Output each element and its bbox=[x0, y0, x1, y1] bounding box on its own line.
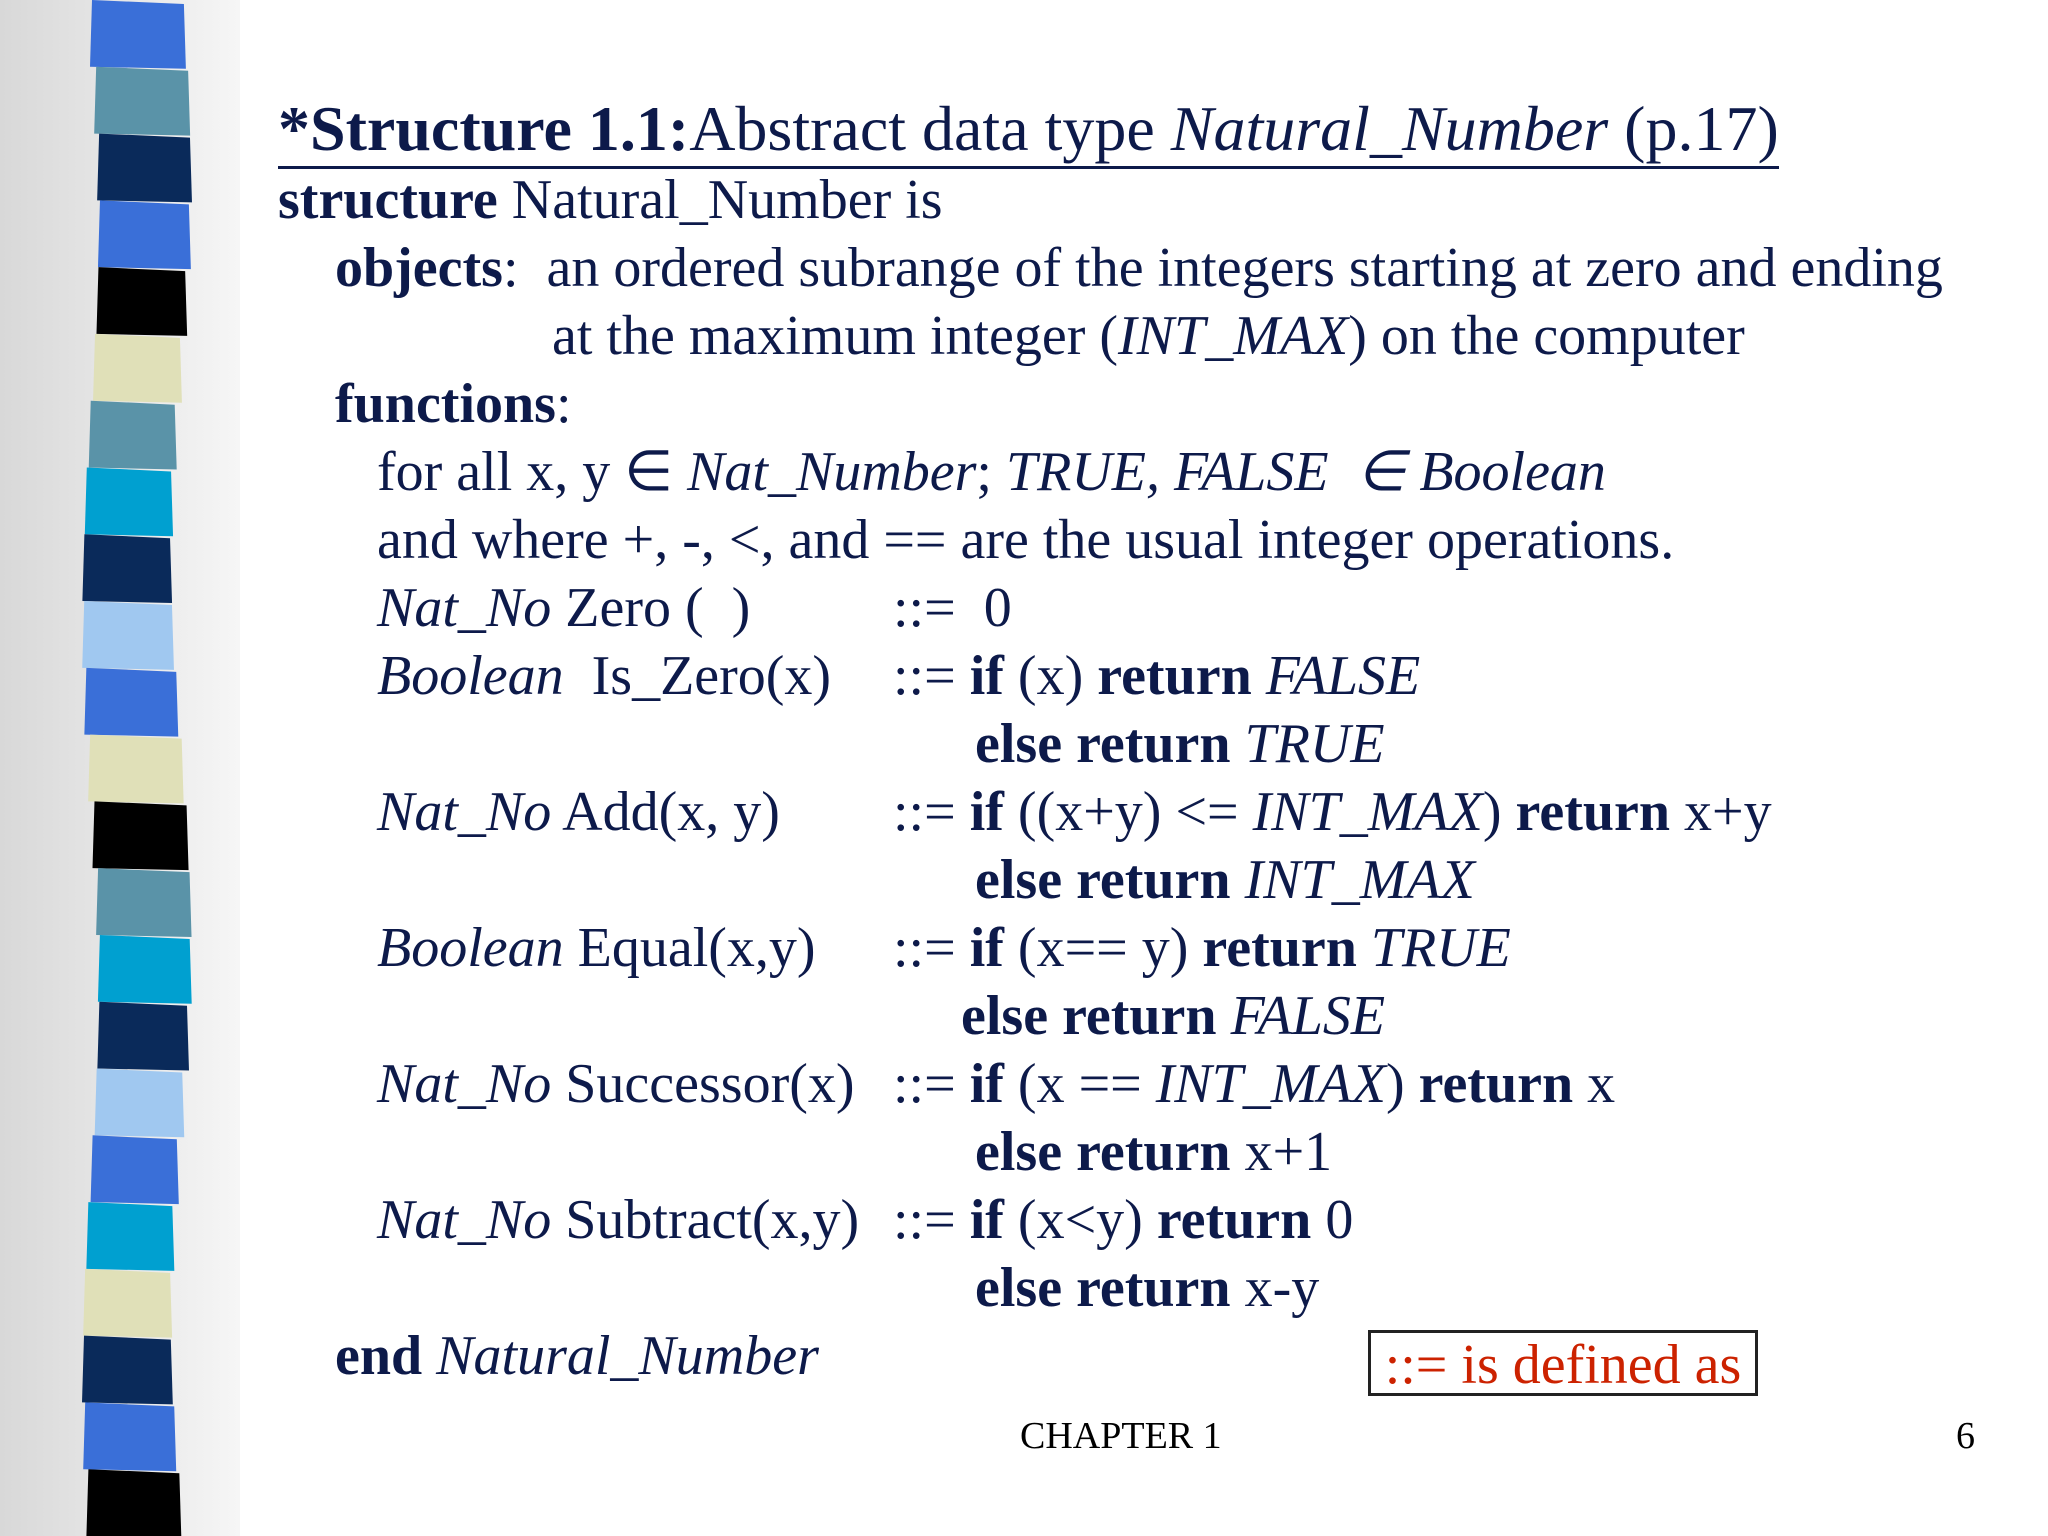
int-max: INT_MAX bbox=[1252, 781, 1483, 843]
objects-line-2 bbox=[552, 304, 1745, 368]
stripe-block bbox=[97, 134, 192, 203]
stripe-block bbox=[96, 267, 187, 336]
if-keyword: if bbox=[969, 1053, 1004, 1115]
value: x+y bbox=[1670, 781, 1772, 843]
fn-add-signature bbox=[377, 780, 780, 844]
fn-equal-def bbox=[893, 916, 1511, 980]
functions-keyword: functions bbox=[335, 373, 556, 435]
if-keyword: if bbox=[969, 917, 1004, 979]
stripe-block bbox=[82, 534, 172, 603]
stripe-block bbox=[95, 1069, 185, 1138]
stripe-block bbox=[91, 1135, 179, 1204]
functions-colon: : bbox=[555, 373, 572, 435]
stripe-block bbox=[90, 0, 186, 69]
fn-subtract-def bbox=[893, 1188, 1353, 1252]
return-keyword: return bbox=[1515, 781, 1670, 843]
value: INT_MAX bbox=[1244, 849, 1475, 911]
return-type: Nat_No bbox=[377, 1053, 552, 1115]
where-line: and where +, -, <, and == are the usual integer operations. bbox=[377, 509, 1675, 571]
fn-name: Equal(x,y) bbox=[563, 917, 816, 979]
stripe-block bbox=[98, 200, 191, 269]
fn-successor-signature bbox=[377, 1052, 855, 1116]
end-line bbox=[335, 1324, 819, 1388]
end-keyword: end bbox=[335, 1325, 423, 1387]
assign-op: ::= bbox=[893, 1189, 970, 1251]
stripe-block bbox=[84, 668, 178, 737]
stripe-block bbox=[98, 935, 192, 1004]
fn-zero-def: ::= 0 bbox=[893, 577, 1012, 639]
fn-successor-def bbox=[893, 1052, 1615, 1116]
fn-name: Is_Zero(x) bbox=[563, 645, 832, 707]
value: FALSE bbox=[1230, 985, 1386, 1047]
stripe-block bbox=[93, 334, 182, 403]
return-type: Nat_No bbox=[377, 577, 552, 639]
fn-name: Zero ( ) bbox=[551, 577, 751, 639]
objects-text-2a: at the maximum integer ( bbox=[552, 305, 1119, 367]
stripe-block bbox=[92, 801, 188, 870]
stripe-block bbox=[86, 1469, 181, 1536]
value: 0 bbox=[1311, 1189, 1354, 1251]
return-keyword: return bbox=[1097, 645, 1252, 707]
return-keyword: return bbox=[1418, 1053, 1574, 1115]
assign-op: ::= bbox=[893, 781, 970, 843]
title-prefix: *Structure 1.1: bbox=[278, 93, 690, 164]
stripe-block bbox=[89, 401, 177, 470]
return-type: Nat_No bbox=[377, 781, 552, 843]
fn-zero-signature bbox=[377, 576, 750, 640]
definition-note-box: ::= is defined as bbox=[1368, 1330, 1758, 1396]
condition: (x == bbox=[1003, 1053, 1156, 1115]
fn-name: Successor(x) bbox=[551, 1053, 855, 1115]
decorative-stripe bbox=[0, 0, 240, 1536]
fn-name: Subtract(x,y) bbox=[551, 1189, 860, 1251]
end-name: Natural_Number bbox=[436, 1325, 819, 1387]
title-page-ref: (p.17) bbox=[1608, 93, 1779, 164]
condition: (x) bbox=[1003, 645, 1098, 707]
condition: (x<y) bbox=[1003, 1189, 1157, 1251]
value: x bbox=[1573, 1053, 1616, 1115]
assign-op: ::= bbox=[893, 645, 970, 707]
title-name: Natural_Number bbox=[1170, 93, 1609, 164]
structure-header bbox=[278, 168, 943, 232]
fn-name: Add(x, y) bbox=[551, 781, 780, 843]
condition-close: ) bbox=[1385, 1053, 1419, 1115]
if-keyword: if bbox=[969, 1189, 1004, 1251]
value: FALSE bbox=[1265, 645, 1421, 707]
fn-add-def bbox=[893, 780, 1772, 844]
stripe-block bbox=[97, 1002, 189, 1071]
chapter-footer: CHAPTER 1 bbox=[1020, 1415, 1222, 1457]
forall-b: Nat_Number bbox=[687, 441, 977, 503]
condition-close: ) bbox=[1482, 781, 1516, 843]
int-max: INT_MAX bbox=[1155, 1053, 1386, 1115]
stripe-block bbox=[82, 1336, 173, 1405]
slide-title bbox=[278, 92, 1779, 169]
else-return-keyword: else return bbox=[975, 713, 1231, 775]
structure-name: Natural_Number is bbox=[497, 169, 943, 231]
functions-header bbox=[335, 372, 572, 436]
fn-iszero-else bbox=[975, 712, 1385, 776]
objects-keyword: objects bbox=[335, 237, 503, 299]
value: TRUE bbox=[1370, 917, 1511, 979]
forall-line bbox=[377, 440, 1606, 504]
fn-subtract-else bbox=[975, 1256, 1319, 1320]
fn-equal-else bbox=[961, 984, 1385, 1048]
objects-text: : an ordered subrange of the integers starting at zero and ending bbox=[502, 237, 1943, 299]
objects-text-2c: ) on the computer bbox=[1348, 305, 1745, 367]
return-type: Boolean bbox=[377, 645, 564, 707]
stripe-block bbox=[94, 67, 190, 136]
else-return-keyword: else return bbox=[975, 1121, 1231, 1183]
structure-keyword: structure bbox=[278, 169, 498, 231]
stripe-block bbox=[85, 467, 173, 536]
condition: ((x+y) <= bbox=[1003, 781, 1253, 843]
else-return-keyword: else return bbox=[975, 849, 1231, 911]
return-keyword: return bbox=[1202, 917, 1357, 979]
stripe-block bbox=[83, 1402, 176, 1471]
else-return-keyword: else return bbox=[975, 1257, 1231, 1319]
forall-a: for all x, y ∈ bbox=[377, 441, 688, 503]
value: x+1 bbox=[1230, 1121, 1333, 1183]
if-keyword: if bbox=[969, 781, 1004, 843]
if-keyword: if bbox=[969, 645, 1004, 707]
return-keyword: return bbox=[1156, 1189, 1312, 1251]
fn-equal-signature bbox=[377, 916, 816, 980]
fn-iszero-signature bbox=[377, 644, 831, 708]
return-type: Nat_No bbox=[377, 1189, 552, 1251]
else-return-keyword: else return bbox=[961, 985, 1217, 1047]
stripe-block bbox=[88, 735, 184, 804]
assign-op: ::= bbox=[893, 917, 970, 979]
fn-successor-else bbox=[975, 1120, 1332, 1184]
objects-line-1 bbox=[335, 236, 1943, 300]
stripe-block bbox=[83, 1269, 172, 1338]
forall-d: TRUE, FALSE ∈ Boolean bbox=[1005, 441, 1606, 503]
stripe-block bbox=[96, 868, 191, 937]
forall-c: ; bbox=[976, 441, 1006, 503]
assign-op: ::= bbox=[893, 1053, 970, 1115]
condition: (x== y) bbox=[1003, 917, 1203, 979]
title-middle: Abstract data type bbox=[689, 93, 1171, 164]
fn-iszero-def bbox=[893, 644, 1420, 708]
value: TRUE bbox=[1244, 713, 1385, 775]
page-number: 6 bbox=[1956, 1415, 1975, 1457]
int-max: INT_MAX bbox=[1118, 305, 1349, 367]
fn-subtract-signature bbox=[377, 1188, 859, 1252]
stripe-block bbox=[82, 601, 174, 670]
value: x-y bbox=[1230, 1257, 1320, 1319]
stripe-block bbox=[86, 1202, 174, 1271]
fn-add-else bbox=[975, 848, 1475, 912]
return-type: Boolean bbox=[377, 917, 564, 979]
